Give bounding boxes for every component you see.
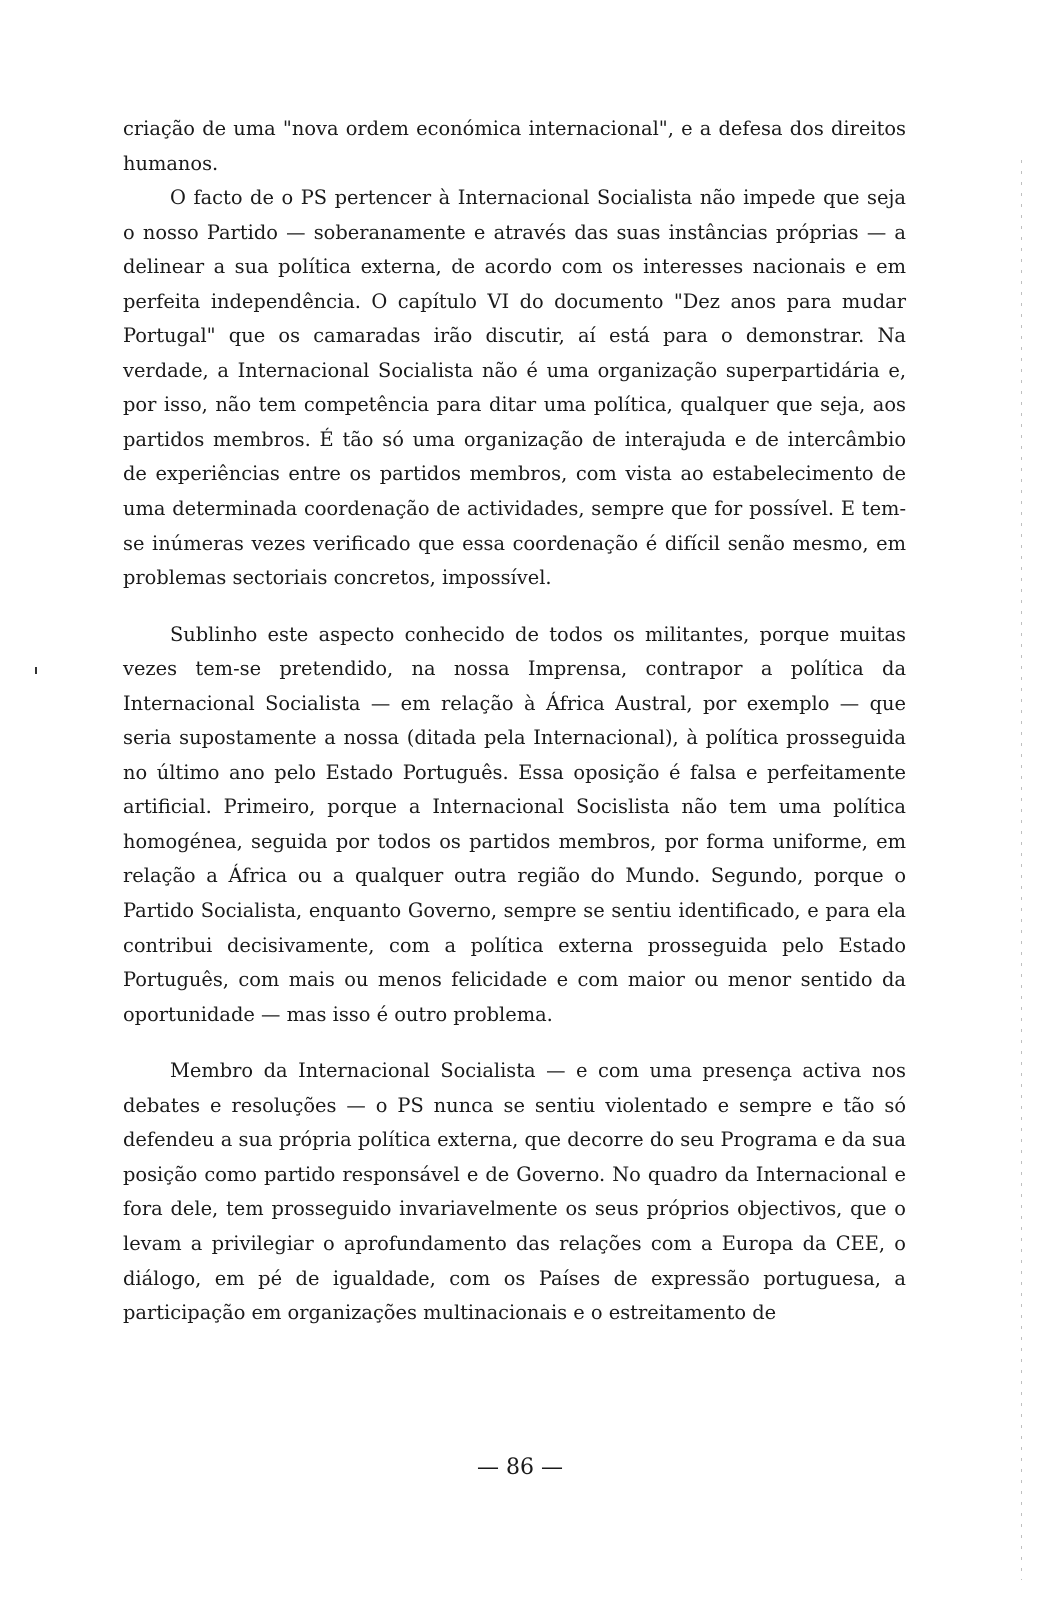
paragraph-2: O facto de o PS pertencer à Internacional Socialista não impede que seja o nosso Partido — soberanamente e através das suas instâncias próprias — a delinear a sua política externa, de acordo com os interesses nacionais e em perfeita independência. O capítulo VI do documento "Dez anos para mudar Portugal" que os camaradas irão discutir, aí está para o demonstrar. Na verdade, a Internacional Socialista não é uma organização superpartidária e, por isso, não tem competência para ditar uma política, qualquer que seja, aos partidos membros. É tão só uma organização de interajuda e de intercâmbio de experiências entre os partidos membros, com vista ao estabelecimento de uma determinada coordenação de actividades, sempre que for possível. E tem-se inúmeras vezes verificado que essa coordenação é difícil senão mesmo, em problemas sectoriais concretos, impossível. — [123, 186, 906, 590]
page-number: — 86 — — [477, 1455, 563, 1480]
paragraph-gap — [123, 596, 906, 618]
stray-mark — [35, 667, 37, 674]
paragraph-1: criação de uma "nova ordem económica internacional", e a defesa dos direitos humanos. — [123, 117, 906, 175]
paragraph-4: Membro da Internacional Socialista — e com uma presença activa nos debates e resoluções — o PS nunca se sentiu violentado e sempre e tão só defendeu a sua própria política externa, que decorre do seu Programa e da sua posição como partido responsável e de Governo. No quadro da Internacional e fora dele, tem prosseguido invariavelmente os seus próprios objectivos, que o levam a privilegiar o aprofundamento das relações com a Europa da CEE, o diálogo, em pé de igualdade, com os Países de expressão portuguesa, a participação em organizações multinacionais e o estreitamento de — [123, 1059, 906, 1325]
body-text — [123, 112, 906, 1331]
paragraph-3: Sublinho este aspecto conhecido de todos os militantes, porque muitas vezes tem-se pretendido, na nossa Imprensa, contrapor a política da Internacional Socialista — em relação à África Austral, por exemplo — que seria supostamente a nossa (ditada pela Internacional), à política prosseguida no último ano pelo Estado Português. Essa oposição é falsa e perfeitamente artificial. Primeiro, porque a Internacional Socislista não tem uma política homogénea, seguida por todos os partidos membros, por forma uniforme, em relação a África ou a qualquer outra região do Mundo. Segundo, porque o Partido Socialista, enquanto Governo, sempre se sentiu identificado, e para ela contribui decisivamente, com a política externa prosseguida pelo Estado Português, com mais ou menos felicidade e com maior ou menor sentido da oportunidade — mas isso é outro problema. — [123, 622, 906, 1026]
paragraph-gap — [123, 1032, 906, 1054]
scan-edge-artifact — [1021, 160, 1022, 1580]
